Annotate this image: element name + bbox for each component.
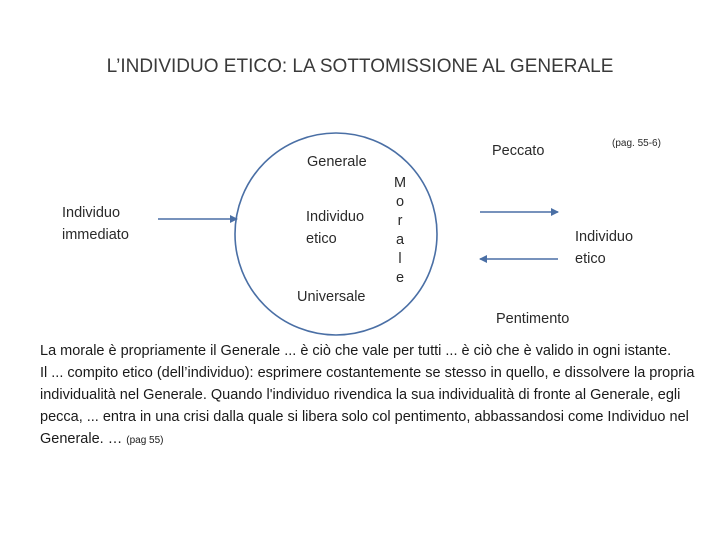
morale-letter: M	[393, 175, 407, 191]
generale-label: Generale	[307, 154, 367, 170]
page-reference-top: (pag. 55-6)	[612, 138, 661, 149]
individuo-etico-right-label: Individuo etico	[575, 229, 634, 267]
slide-title: L’INDIVIDUO ETICO: LA SOTTOMISSIONE AL GENERALE	[106, 56, 614, 77]
explanation-line-2	[40, 362, 700, 452]
explanation-line-1: La morale è propriamente il Generale ... è ciò che vale per tutti ... è ciò che è valido in ogni istante.	[40, 343, 672, 359]
explanation-line-2-main: Il ... compito etico (dell’individuo): esprimere costantemente se stesso in quello, e dissolvere la propria individualità nel Generale. Quando l'individuo rivendica la sua individualità di fronte al Generale, egli pecca, ... entra in una crisi dalla quale si libera solo col pentimento, abbassandosi come Individuo nel Generale. …	[40, 365, 695, 447]
morale-letter: o	[395, 194, 405, 210]
universale-label: Universale	[297, 289, 366, 305]
morale-vertical-label	[390, 174, 410, 288]
individuo-etico-center-label: Individuo etico	[306, 209, 365, 247]
explanation-text	[40, 340, 700, 452]
peccato-label: Peccato	[492, 143, 545, 159]
morale-letter: l	[398, 251, 402, 267]
morale-letter: r	[397, 213, 403, 229]
individuo-immediato-label: Individuo immediato	[62, 205, 129, 243]
page-reference-bottom: (pag 55)	[126, 435, 164, 446]
morale-letter: a	[395, 232, 405, 248]
pentimento-label: Pentimento	[496, 311, 570, 327]
morale-letter: e	[395, 270, 405, 286]
